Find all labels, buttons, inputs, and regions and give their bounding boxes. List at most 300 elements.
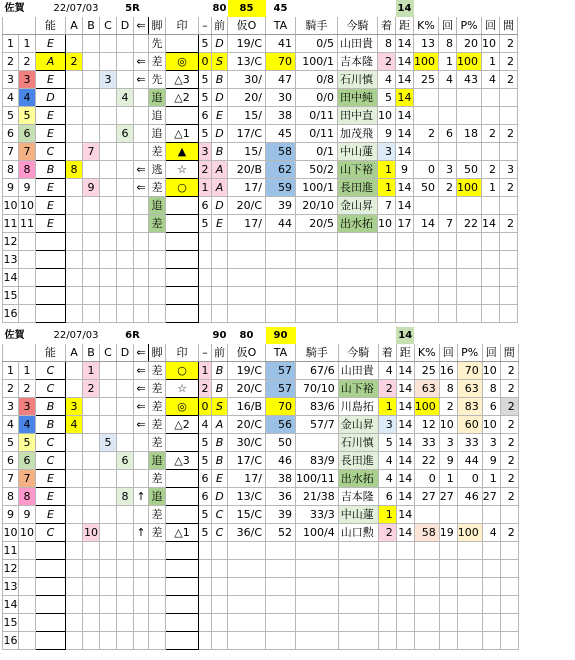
cell-ma: 2 [500, 416, 518, 434]
empty-cell [212, 632, 228, 650]
cell-nou: C [36, 452, 66, 470]
cell-arrow [134, 125, 149, 143]
header-spacer [414, 0, 518, 17]
cell-d [117, 143, 134, 161]
cell-b [83, 398, 100, 416]
empty-row [3, 542, 519, 560]
cell-pp: 43 [457, 71, 482, 89]
cell-pre: E [212, 215, 228, 233]
horse-row[interactable] [3, 506, 519, 524]
empty-cell [212, 233, 228, 251]
cell-kon: 金山昇 [338, 197, 378, 215]
empty-cell [100, 251, 117, 269]
empty-cell [83, 632, 100, 650]
cell-chaku: 4 [378, 71, 396, 89]
cell-ta: 70 [266, 53, 296, 71]
empty-row [3, 305, 518, 323]
empty-cell [212, 596, 228, 614]
cell-arrow: ↑ [134, 524, 149, 542]
column-header: ⇐ [134, 17, 149, 35]
empty-cell [378, 233, 396, 251]
cell-pre: B [212, 143, 228, 161]
cell-pk: 3 [482, 434, 500, 452]
cell-pk: 10 [482, 362, 500, 380]
column-header: 仮O [228, 17, 266, 35]
cell-pre: S [212, 53, 228, 71]
cell-pk: 8 [482, 380, 500, 398]
cell-pk [482, 197, 500, 215]
cell-b: 1 [83, 362, 100, 380]
column-header: 今騎 [338, 344, 378, 362]
cell-b [83, 488, 100, 506]
cell-w: 5 [199, 524, 212, 542]
cell-b: 7 [83, 143, 100, 161]
cell-kon: 山田貴 [338, 362, 378, 380]
empty-cell [149, 542, 166, 560]
cell-arrow [134, 470, 149, 488]
cell-chaku: 3 [378, 416, 396, 434]
empty-cell [338, 233, 378, 251]
empty-cell [149, 560, 166, 578]
empty-cell [134, 560, 149, 578]
empty-cell [134, 269, 149, 287]
cell-b: 10 [83, 524, 100, 542]
row-number: 5 [3, 107, 19, 125]
cell-b [83, 506, 100, 524]
cell-ta: 59 [266, 179, 296, 197]
horse-row[interactable] [3, 35, 518, 53]
cell-b [83, 35, 100, 53]
cell-nou: E [36, 506, 66, 524]
cell-kk: 7 [439, 215, 457, 233]
cell-nou: E [36, 35, 66, 53]
cell-w: 0 [199, 398, 212, 416]
cell-d [117, 53, 134, 71]
empty-cell [117, 542, 134, 560]
empty-cell [100, 614, 117, 632]
cell-arrow: ⇐ [134, 179, 149, 197]
cell-d [117, 35, 134, 53]
cell-nou: E [36, 71, 66, 89]
empty-cell [36, 287, 66, 305]
column-header: B [83, 344, 100, 362]
cell-leg: 差 [149, 380, 166, 398]
empty-cell [296, 578, 339, 596]
row-number: 15 [3, 287, 19, 305]
cell-d [117, 380, 134, 398]
empty-cell [296, 596, 339, 614]
empty-cell [100, 542, 117, 560]
empty-cell [228, 287, 266, 305]
cell-pk [482, 506, 500, 524]
cell-d [117, 107, 134, 125]
empty-cell [457, 251, 482, 269]
horse-row[interactable] [3, 161, 518, 179]
cell-kp: 100 [414, 398, 439, 416]
empty-cell [228, 269, 266, 287]
distance-value: 14 [396, 327, 414, 344]
column-header: 前 [212, 344, 228, 362]
cell-ta: 44 [266, 215, 296, 233]
empty-cell [117, 251, 134, 269]
cell-pk: 27 [482, 488, 500, 506]
gate-number: 4 [19, 416, 36, 434]
cell-pk: 1 [482, 470, 500, 488]
empty-cell [100, 233, 117, 251]
empty-cell [134, 632, 149, 650]
empty-cell [100, 560, 117, 578]
empty-cell [36, 269, 66, 287]
row-number: 6 [3, 125, 19, 143]
empty-cell [166, 560, 199, 578]
empty-cell [338, 542, 378, 560]
empty-cell [134, 251, 149, 269]
cell-kyori: 17 [396, 215, 414, 233]
cell-pk: 2 [482, 125, 500, 143]
cell-kyori: 14 [396, 362, 414, 380]
cell-arrow [134, 434, 149, 452]
empty-cell [36, 560, 66, 578]
horse-row[interactable] [3, 416, 519, 434]
cell-b [83, 197, 100, 215]
empty-cell [149, 287, 166, 305]
horse-row[interactable] [3, 107, 518, 125]
cell-jk: 20/10 [296, 197, 338, 215]
cell-pre: A [212, 161, 228, 179]
gate-number [19, 269, 36, 287]
cell-arrow [134, 506, 149, 524]
cell-kk [439, 197, 457, 215]
gate-number: 8 [19, 161, 36, 179]
horse-row[interactable] [3, 53, 518, 71]
cell-w: 5 [199, 71, 212, 89]
empty-cell [199, 287, 212, 305]
empty-cell [482, 614, 500, 632]
cell-mark: ○ [166, 362, 199, 380]
empty-cell [396, 269, 414, 287]
cell-chaku: 5 [378, 89, 396, 107]
empty-cell [500, 305, 518, 323]
cell-ta: 58 [266, 143, 296, 161]
empty-cell [212, 251, 228, 269]
empty-cell [266, 305, 296, 323]
cell-kp [414, 197, 439, 215]
empty-cell [100, 578, 117, 596]
empty-cell [296, 542, 339, 560]
horse-row[interactable] [3, 179, 518, 197]
cell-leg: 追 [149, 89, 166, 107]
horse-row[interactable] [3, 215, 518, 233]
empty-cell [266, 614, 296, 632]
gate-number: 2 [19, 53, 36, 71]
cell-pp [457, 506, 482, 524]
empty-cell [83, 233, 100, 251]
cell-arrow: ↑ [134, 488, 149, 506]
gate-number: 9 [19, 179, 36, 197]
cell-ma: 2 [500, 125, 518, 143]
cell-pre: B [212, 452, 228, 470]
cell-pre: A [212, 416, 228, 434]
empty-cell [199, 269, 212, 287]
empty-cell [414, 269, 439, 287]
cell-pk: 2 [482, 161, 500, 179]
cell-kk: 10 [439, 416, 457, 434]
race-table-5r [2, 0, 518, 323]
empty-cell [500, 632, 518, 650]
empty-cell [396, 251, 414, 269]
empty-cell [500, 542, 518, 560]
cell-leg: 差 [149, 506, 166, 524]
corner-cell [3, 344, 36, 362]
gate-number: 7 [19, 470, 36, 488]
cell-nou: E [36, 215, 66, 233]
empty-cell [66, 542, 83, 560]
empty-cell [296, 560, 339, 578]
column-header: 前 [212, 17, 228, 35]
horse-row[interactable] [3, 398, 519, 416]
empty-cell [149, 305, 166, 323]
gate-number: 6 [19, 452, 36, 470]
row-number: 9 [3, 506, 19, 524]
cell-kari: 20/C [228, 197, 266, 215]
cell-jk: 21/38 [296, 488, 339, 506]
cell-kyori: 14 [396, 506, 414, 524]
cell-a: 3 [66, 398, 83, 416]
gate-number [19, 233, 36, 251]
cell-nou: E [36, 107, 66, 125]
cell-kari: 17/ [228, 179, 266, 197]
cell-arrow [134, 107, 149, 125]
cell-w: 5 [199, 125, 212, 143]
row-number: 10 [3, 524, 19, 542]
cell-w: 6 [199, 470, 212, 488]
cell-kari: 17/C [228, 125, 266, 143]
cell-kyori: 14 [396, 35, 414, 53]
column-header: 能 [36, 17, 66, 35]
empty-cell [134, 542, 149, 560]
empty-cell [338, 251, 378, 269]
cell-mark: △2 [166, 416, 199, 434]
gate-number [19, 560, 36, 578]
empty-cell [166, 596, 199, 614]
column-header: C [100, 17, 117, 35]
cell-d [117, 362, 134, 380]
cell-pk [482, 107, 500, 125]
row-number: 12 [3, 560, 19, 578]
cell-a: 4 [66, 416, 83, 434]
cell-jk: 83/6 [296, 398, 339, 416]
column-header: 騎手 [296, 17, 338, 35]
empty-cell [228, 596, 266, 614]
cell-kari: 20/ [228, 89, 266, 107]
cell-ta: 38 [266, 107, 296, 125]
empty-cell [457, 269, 482, 287]
column-header-row [3, 17, 518, 35]
horse-row[interactable] [3, 362, 519, 380]
empty-cell [338, 596, 378, 614]
cell-kp: 0 [414, 470, 439, 488]
empty-cell [500, 251, 518, 269]
cell-kk: 8 [439, 380, 457, 398]
horse-row[interactable] [3, 89, 518, 107]
cell-a [66, 179, 83, 197]
cell-pp: 63 [457, 380, 482, 398]
row-number: 2 [3, 53, 19, 71]
empty-cell [228, 542, 266, 560]
gate-number: 4 [19, 89, 36, 107]
cell-ma: 2 [500, 398, 518, 416]
empty-cell [117, 578, 134, 596]
empty-cell [228, 632, 266, 650]
empty-cell [338, 269, 378, 287]
empty-cell [414, 233, 439, 251]
cell-kyori: 14 [396, 398, 414, 416]
empty-row [3, 560, 519, 578]
cell-mark [166, 434, 199, 452]
empty-cell [149, 269, 166, 287]
cell-nou: B [36, 161, 66, 179]
row-number: 14 [3, 269, 19, 287]
cell-mark [166, 197, 199, 215]
cell-kp: 25 [414, 362, 439, 380]
cell-kon: 川島拓 [338, 398, 378, 416]
empty-cell [199, 305, 212, 323]
horse-row[interactable] [3, 143, 518, 161]
cell-pp: 70 [457, 362, 482, 380]
cell-arrow [134, 89, 149, 107]
empty-cell [83, 596, 100, 614]
cell-a [66, 506, 83, 524]
cell-c [100, 107, 117, 125]
cell-pp: 100 [457, 53, 482, 71]
cell-a [66, 197, 83, 215]
empty-cell [117, 596, 134, 614]
cell-mark [166, 215, 199, 233]
gate-number: 1 [19, 35, 36, 53]
horse-row[interactable] [3, 197, 518, 215]
cell-leg: 追 [149, 197, 166, 215]
cell-ta: 57 [266, 362, 296, 380]
horse-row[interactable] [3, 488, 519, 506]
horse-row[interactable] [3, 470, 519, 488]
cell-w: 2 [199, 380, 212, 398]
cell-nou: E [36, 197, 66, 215]
empty-cell [149, 596, 166, 614]
cell-kari: 20/B [228, 161, 266, 179]
cell-c [100, 416, 117, 434]
empty-cell [117, 614, 134, 632]
cell-d: 4 [117, 89, 134, 107]
empty-cell [500, 596, 518, 614]
column-header-row [3, 344, 519, 362]
empty-row [3, 596, 519, 614]
empty-cell [166, 269, 199, 287]
empty-cell [134, 305, 149, 323]
cell-jk: 0/1 [296, 143, 338, 161]
cell-b [83, 107, 100, 125]
cell-chaku: 2 [378, 380, 396, 398]
cell-c: 5 [100, 434, 117, 452]
empty-cell [396, 287, 414, 305]
cell-ta: 36 [266, 488, 296, 506]
empty-cell [149, 578, 166, 596]
cell-kyori: 14 [396, 143, 414, 161]
cell-arrow: ⇐ [134, 53, 149, 71]
empty-cell [482, 578, 500, 596]
cell-d [117, 524, 134, 542]
cell-pk: 4 [482, 524, 500, 542]
empty-cell [66, 578, 83, 596]
cell-leg: 逃 [149, 161, 166, 179]
cell-ta: 50 [266, 434, 296, 452]
cell-mark: ◎ [166, 53, 199, 71]
race-number: 6R [125, 330, 140, 341]
empty-cell [66, 560, 83, 578]
empty-cell [296, 269, 338, 287]
corner-cell [3, 17, 36, 35]
cell-chaku: 4 [378, 470, 396, 488]
row-number: 14 [3, 596, 19, 614]
cell-pk: 10 [482, 416, 500, 434]
empty-cell [457, 305, 482, 323]
cell-leg: 差 [149, 470, 166, 488]
cell-pp: 18 [457, 125, 482, 143]
empty-cell [100, 269, 117, 287]
empty-cell [228, 560, 266, 578]
cell-mark [166, 107, 199, 125]
cell-chaku: 10 [378, 107, 396, 125]
cell-pk [482, 89, 500, 107]
cell-w: 5 [199, 89, 212, 107]
top-value-0: 90 [212, 330, 227, 341]
horse-row[interactable] [3, 380, 519, 398]
empty-cell [134, 287, 149, 305]
cell-c [100, 506, 117, 524]
cell-chaku: 4 [378, 362, 396, 380]
empty-cell [117, 560, 134, 578]
cell-jk: 0/11 [296, 107, 338, 125]
horse-row[interactable] [3, 125, 518, 143]
cell-a: 2 [66, 53, 83, 71]
horse-row[interactable] [3, 524, 519, 542]
row-number: 5 [3, 434, 19, 452]
empty-cell [414, 578, 439, 596]
cell-pre: D [212, 488, 228, 506]
cell-w: 4 [199, 416, 212, 434]
horse-row[interactable] [3, 452, 519, 470]
column-header: 回 [439, 344, 457, 362]
empty-cell [457, 632, 482, 650]
cell-pre: C [212, 524, 228, 542]
row-number: 12 [3, 233, 19, 251]
cell-arrow [134, 35, 149, 53]
cell-ta: 39 [266, 197, 296, 215]
cell-kari: 15/ [228, 107, 266, 125]
column-header: TA [266, 17, 296, 35]
cell-d: 6 [117, 452, 134, 470]
horse-row[interactable] [3, 71, 518, 89]
empty-cell [266, 542, 296, 560]
cell-c [100, 215, 117, 233]
cell-mark: △3 [166, 452, 199, 470]
cell-w: 5 [199, 215, 212, 233]
column-header: 着 [378, 17, 396, 35]
cell-mark [166, 506, 199, 524]
cell-kyori: 14 [396, 524, 414, 542]
horse-row[interactable] [3, 434, 519, 452]
empty-cell [338, 614, 378, 632]
cell-b [83, 161, 100, 179]
